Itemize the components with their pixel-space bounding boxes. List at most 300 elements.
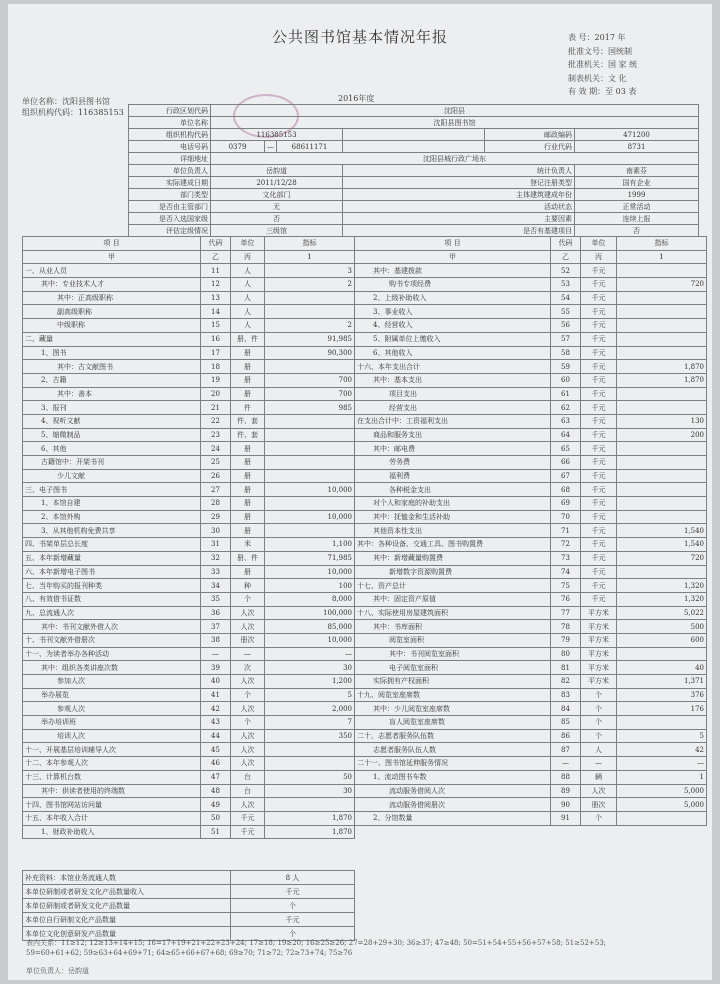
item-value: 7 [265,716,355,730]
item-code: 28 [201,497,231,511]
phone-number: 68611171 [277,141,343,153]
table-row [355,483,707,497]
phone-dash: — [265,141,277,153]
item-name: 2、古籍 [23,373,201,387]
item-code: 37 [201,620,231,634]
meta-value: 国统制 [608,46,632,56]
col-head-unit: 单位 [231,237,265,251]
item-code: 63 [551,414,581,428]
item-code: 22 [201,414,231,428]
col-sub-b: 乙 [551,250,581,264]
item-unit: 千元 [581,264,617,278]
item-name: 一、从业人员 [23,264,201,278]
item-unit: 种 [231,579,265,593]
item-unit: 册 [231,565,265,579]
item-unit: 辆 [581,770,617,784]
item-code: 13 [201,291,231,305]
table-row [355,729,707,743]
item-name: 1、图书 [23,346,201,360]
table-row [23,716,355,730]
item-unit: 册 [231,524,265,538]
col-sub-1: 1 [265,250,355,264]
item-unit: 千元 [581,373,617,387]
table-row [23,373,355,387]
item-value: 500 [617,620,707,634]
item-name: 电子阅览室面积 [355,661,551,675]
item-value: 1,870 [265,825,355,839]
item-value: 2,000 [265,702,355,716]
supp-value: 千元 [231,885,355,899]
item-value: 376 [617,688,707,702]
item-unit: 人次 [231,702,265,716]
item-code: 64 [551,428,581,442]
item-value [265,414,355,428]
info-label: 评估定级情况 [129,225,211,237]
table-row [23,305,355,319]
item-code: 68 [551,483,581,497]
item-name: 2、上级补助收入 [355,291,551,305]
supp-row [23,871,355,885]
item-value [265,497,355,511]
table-row [23,606,355,620]
item-code: 88 [551,770,581,784]
item-code: 62 [551,401,581,415]
item-value [617,565,707,579]
item-unit: 平方米 [581,661,617,675]
item-code: 77 [551,606,581,620]
item-name: 二、藏量 [23,332,201,346]
table-row [355,524,707,538]
item-unit: 人次 [231,798,265,812]
item-name: 培训人次 [23,729,201,743]
meta-label: 批准文号： [568,46,608,56]
item-code: 38 [201,633,231,647]
item-code: 42 [201,702,231,716]
item-name: 其中：供读者使用的终端数 [23,784,201,798]
item-value: — [265,647,355,661]
item-code: 50 [201,811,231,825]
item-name: 六、本年新增电子图书 [23,565,201,579]
item-value: 130 [617,414,707,428]
item-unit: 千元 [581,483,617,497]
item-value: 985 [265,401,355,415]
meta-line [568,72,637,86]
table-row [23,346,355,360]
item-value: 50 [265,770,355,784]
item-value: 5,000 [617,798,707,812]
item-unit: 千元 [581,305,617,319]
item-name: 志愿者服务队伍人数 [355,743,551,757]
item-unit: 人次 [231,743,265,757]
item-name: 其中：善本 [23,387,201,401]
item-unit: 平方米 [581,675,617,689]
item-code: 67 [551,469,581,483]
header-meta-left [22,96,124,118]
item-code: 14 [201,305,231,319]
item-value [617,305,707,319]
item-value: 100,000 [265,606,355,620]
item-name: 参观人次 [23,702,201,716]
item-code: 15 [201,319,231,333]
item-name: 其中：抚恤金和生活补助 [355,510,551,524]
table-row [355,360,707,374]
item-unit: 册次 [231,633,265,647]
item-value [617,716,707,730]
item-name: 副高级职称 [23,305,201,319]
item-code: 57 [551,332,581,346]
item-name: 中级职称 [23,319,201,333]
table-header-row [355,237,707,251]
item-unit: 千元 [581,360,617,374]
item-code: 61 [551,387,581,401]
item-code: 12 [201,278,231,292]
item-unit: 千元 [581,538,617,552]
item-code: 34 [201,579,231,593]
item-code: 84 [551,702,581,716]
item-name: 十九、阅览室座席数 [355,688,551,702]
item-code: 81 [551,661,581,675]
item-value: 700 [265,387,355,401]
item-name: 经营支出 [355,401,551,415]
item-code: 86 [551,729,581,743]
item-value [617,483,707,497]
item-code: 53 [551,278,581,292]
item-name: 各种税金支出 [355,483,551,497]
item-code: 40 [201,675,231,689]
item-code: 54 [551,291,581,305]
info-value: 沈阳县图书馆 [211,117,699,129]
item-name: 5、附属单位上缴收入 [355,332,551,346]
meta-value: 国 家 统 [608,60,638,69]
item-unit: 千元 [581,524,617,538]
table-row [23,278,355,292]
item-code: 19 [201,373,231,387]
item-value [265,456,355,470]
item-unit: 平方米 [581,633,617,647]
item-code: 80 [551,647,581,661]
item-unit: 千元 [581,469,617,483]
item-name: 项目支出 [355,387,551,401]
item-code: 58 [551,346,581,360]
item-value: 10,000 [265,483,355,497]
info-value: 8731 [575,141,699,153]
item-name: 十八、实际使用房屋建筑面积 [355,606,551,620]
info-spacer [343,129,485,141]
item-unit: — [581,757,617,771]
item-code: 87 [551,743,581,757]
info-label: 详细地址 [129,153,211,165]
info-value: 连续上报 [575,213,699,225]
item-code: 69 [551,497,581,511]
item-code: 76 [551,592,581,606]
item-value [265,469,355,483]
footer-formula-2: 59=60+61+62; 59≥63+64+69+71; 64≥65+66+67+68; 69≥70; 71≥72; 72≥73+74; 75≥76 [26,949,353,957]
item-value: 71,985 [265,551,355,565]
item-name: 其中：书刊阅览室面积 [355,647,551,661]
item-code: 30 [201,524,231,538]
item-code: 39 [201,661,231,675]
info-value: 116385153 [211,129,343,141]
item-unit: 千元 [581,387,617,401]
item-value: 1,320 [617,579,707,593]
table-row [355,551,707,565]
item-value [617,456,707,470]
info-value: 无 [211,201,343,213]
info-label: 登记注册类型 [343,177,575,189]
info-spacer [343,141,485,153]
item-code: 27 [201,483,231,497]
table-row [23,551,355,565]
item-unit: 册 [231,510,265,524]
item-value: 30 [265,661,355,675]
item-value: 350 [265,729,355,743]
col-sub-b: 乙 [201,250,231,264]
table-row [23,387,355,401]
item-value [265,305,355,319]
info-row [129,117,699,129]
item-name: 其中：各种设备、交通工具、图书购置费 [355,538,551,552]
meta-value: 2017 年 [594,33,626,42]
table-row [23,428,355,442]
item-unit: 人次 [231,620,265,634]
table-row [23,743,355,757]
item-name: 三、电子图书 [23,483,201,497]
info-label: 活动状态 [343,201,575,213]
item-name: 其中：古文献图书 [23,360,201,374]
table-row [355,688,707,702]
item-name: 其中：专业技术人才 [23,278,201,292]
item-name: 实际拥有产权面积 [355,675,551,689]
table-row [355,811,707,825]
info-value: 正常活动 [575,201,699,213]
table-row [355,401,707,415]
item-name: 流动服务借阅人次 [355,784,551,798]
col-sub-a: 甲 [355,250,551,264]
meta-label: 有 效 期： [568,87,606,96]
item-unit: 件 [231,401,265,415]
table-row [23,332,355,346]
supp-label: 补充资料：本馆业务流通人数 [23,871,231,885]
item-value: 85,000 [265,620,355,634]
item-unit: 千元 [581,579,617,593]
info-row [129,153,699,165]
table-row [355,264,707,278]
table-row [355,565,707,579]
table-row [23,456,355,470]
item-name: 十四、图书馆网站访问量 [23,798,201,812]
item-unit: 人 [231,278,265,292]
item-code: 79 [551,633,581,647]
item-code: 20 [201,387,231,401]
item-code: 33 [201,565,231,579]
item-unit: 千元 [581,551,617,565]
item-unit: 个 [581,702,617,716]
item-code: 78 [551,620,581,634]
item-unit: 人次 [581,784,617,798]
item-value: 10,000 [265,633,355,647]
item-name: 举办展览 [23,688,201,702]
item-name: 十六、本年支出合计 [355,360,551,374]
item-unit: 千元 [581,278,617,292]
item-code: 90 [551,798,581,812]
table-row [355,469,707,483]
info-row [129,129,699,141]
table-row [23,661,355,675]
col-head-index: 指标 [617,237,707,251]
item-code: 29 [201,510,231,524]
item-value [617,497,707,511]
item-unit: 个 [581,729,617,743]
item-unit: 人次 [231,606,265,620]
item-value: 42 [617,743,707,757]
item-name: 4、视听文献 [23,414,201,428]
item-unit: 人次 [231,675,265,689]
item-name: 四、书架单层总长度 [23,538,201,552]
item-value: 720 [617,551,707,565]
item-unit: 平方米 [581,606,617,620]
info-label: 主体建筑建成年份 [343,189,575,201]
table-row [23,688,355,702]
item-name: 盲人阅览室座席数 [355,716,551,730]
item-code: — [551,757,581,771]
item-unit: 册 [231,456,265,470]
item-value: 10,000 [265,510,355,524]
item-value [265,291,355,305]
info-label: 行业代码 [485,141,575,153]
unit-name-line: 单位名称：沈阳县图书馆 [22,97,110,106]
item-value [617,332,707,346]
item-code: 32 [201,551,231,565]
table-row [355,456,707,470]
item-unit: 册 [231,483,265,497]
item-value [617,442,707,456]
item-value [265,442,355,456]
info-label: 邮政编码 [485,129,575,141]
table-row [23,565,355,579]
item-value [265,743,355,757]
supplementary-table [22,870,355,941]
item-unit: 人 [231,305,265,319]
item-code: 51 [201,825,231,839]
item-unit: 个 [231,592,265,606]
item-code: 82 [551,675,581,689]
footer-signature: 单位负责人：岳韵道 [26,967,89,975]
item-name: 6、其他 [23,442,201,456]
table-row [355,278,707,292]
item-value [617,510,707,524]
table-row [355,442,707,456]
item-unit: 人次 [231,757,265,771]
indicator-table-left [22,236,355,839]
table-row [23,469,355,483]
table-row [23,538,355,552]
item-value: 700 [265,373,355,387]
item-code: — [201,647,231,661]
table-row [23,811,355,825]
item-unit: 千元 [581,442,617,456]
col-head-code: 代码 [551,237,581,251]
item-code: 47 [201,770,231,784]
item-unit: 千元 [581,401,617,415]
item-value: 1 [617,770,707,784]
table-row [355,373,707,387]
item-unit: 册、件 [231,332,265,346]
item-name: 商品和服务支出 [355,428,551,442]
table-row [23,497,355,511]
item-code: 74 [551,565,581,579]
item-unit: 千元 [581,510,617,524]
item-code: 49 [201,798,231,812]
col-sub-c: 丙 [581,250,617,264]
item-value: 91,985 [265,332,355,346]
info-value: 三级馆 [211,225,343,237]
item-value: 40 [617,661,707,675]
info-value: 2011/12/28 [211,177,343,189]
item-value: 1,200 [265,675,355,689]
item-unit: 次 [231,661,265,675]
item-unit: 册 [231,442,265,456]
item-code: 83 [551,688,581,702]
item-unit: 个 [581,716,617,730]
info-value: 岳韵道 [211,165,343,177]
item-unit: 人 [231,291,265,305]
supp-label: 本单位文化创意研发产品数量 [23,927,231,941]
col-head-item: 项 目 [355,237,551,251]
item-unit: 册、件 [231,551,265,565]
info-label: 行政区划代码 [129,105,211,117]
item-name: 十二、本年参观人次 [23,757,201,771]
col-head-index: 指标 [265,237,355,251]
item-value: 5 [617,729,707,743]
item-value [617,346,707,360]
item-value: 100 [265,579,355,593]
item-code: 23 [201,428,231,442]
info-row [129,189,699,201]
item-value: 200 [617,428,707,442]
item-value [617,387,707,401]
item-value [617,401,707,415]
item-code: 89 [551,784,581,798]
item-name: 阅览室面积 [355,633,551,647]
info-label: 单位负责人 [129,165,211,177]
item-name: 十一、为读者举办各种活动 [23,647,201,661]
item-name: 4、经营收入 [355,319,551,333]
item-unit: 册 [231,373,265,387]
info-label: 组织机构代码 [129,129,211,141]
info-label: 电话号码 [129,141,211,153]
info-value: 否 [575,225,699,237]
info-label: 主要因素 [343,213,575,225]
table-row [23,620,355,634]
info-value: 国有企业 [575,177,699,189]
item-unit: 平方米 [581,620,617,634]
item-code: 31 [201,538,231,552]
item-name: 其中：新增藏量购置费 [355,551,551,565]
item-name: 十一、开展基层培训辅导人次 [23,743,201,757]
org-code-line: 组织机构代码：116385153 [22,108,124,117]
item-name: 十、书刊文献外借册次 [23,633,201,647]
table-row [23,784,355,798]
table-row [355,428,707,442]
table-row [355,661,707,675]
item-value: 5 [265,688,355,702]
item-code: 45 [201,743,231,757]
meta-label: 批准机关： [568,60,608,69]
item-value: 1,371 [617,675,707,689]
info-label: 部门类型 [129,189,211,201]
table-row [23,592,355,606]
item-code: 75 [551,579,581,593]
